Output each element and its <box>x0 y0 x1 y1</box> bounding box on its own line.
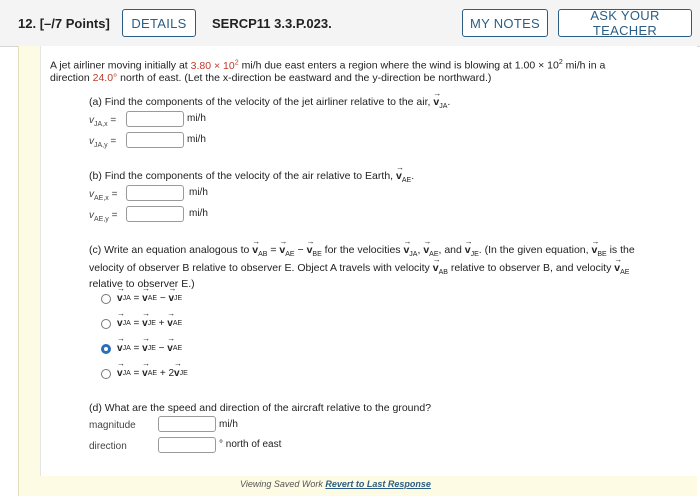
details-button[interactable]: DETAILS <box>122 9 196 37</box>
question-number: 12. [–/7 Points] <box>18 16 110 31</box>
equation-option[interactable]: → v JA = → v JE − → v AE <box>101 343 182 354</box>
part-b-question: (b) Find the components of the velocity of the air relative to Earth, → $v_{AE}$. <box>89 169 414 188</box>
part-a-question: (a) Find the components of the velocity of the jet airliner relative to the air, → $v_{JA}$. <box>89 95 450 114</box>
question-header <box>0 0 700 47</box>
vja-y-unit: mi/h <box>187 134 206 145</box>
revert-link[interactable]: Revert to Last Response <box>325 479 431 489</box>
magnitude-input[interactable] <box>158 416 216 432</box>
magnitude-unit: mi/h <box>219 419 238 430</box>
direction-unit: ° north of east <box>219 439 282 450</box>
problem-line-1: A jet airliner moving initially at $3.80 \times 10^2$ mi/h due east enters a region where the wind is blowing at $1.00 \times 10^2$ mi/h in a <box>50 59 606 72</box>
vae-y-unit: mi/h <box>189 208 208 219</box>
equation-option[interactable]: → v JA = → v AE + 2 → v JE <box>101 368 188 379</box>
vae-x-unit: mi/h <box>189 187 208 198</box>
radio-button[interactable] <box>101 319 111 329</box>
vja-y-input[interactable] <box>126 132 184 148</box>
vae-y-label: $v_{AE,y}$ = <box>89 210 118 223</box>
vja-y-label: $v_{JA,y}$ = <box>89 136 117 149</box>
part-c-line-2: velocity of observer B relative to observer E. Object A travels with velocity → $v_{AB}$ relative to observer B, and velocity → $v_{AE}$ <box>89 261 629 280</box>
vja-x-unit: mi/h <box>187 113 206 124</box>
vae-x-input[interactable] <box>126 185 184 201</box>
radio-button[interactable] <box>101 344 111 354</box>
radio-button[interactable] <box>101 369 111 379</box>
saved-work-footer: Viewing Saved Work Revert to Last Response <box>240 479 431 489</box>
vector-vja: → v <box>433 95 439 110</box>
direction-value: 24.0° <box>92 72 118 84</box>
direction-input[interactable] <box>158 437 216 453</box>
equation-option[interactable]: → v JA = → v JE + → v AE <box>101 318 182 329</box>
part-c-line-1: (c) Write an equation analogous to → $v_{AB}$ = → $v_{AE}$ − → $v_{BE}$ for the velocities → $v_{JA}$, → $v_{AE}$, and → $v_{JE}$. (In the given equation, → $v_{BE}$ is the <box>89 243 635 262</box>
radio-button[interactable] <box>101 294 111 304</box>
direction-label: direction <box>89 441 127 452</box>
magnitude-label: magnitude <box>89 420 136 431</box>
vae-y-input[interactable] <box>126 206 184 222</box>
equation-option[interactable]: → v JA = → v AE − → v JE <box>101 293 182 304</box>
vector-vae: → v <box>396 169 402 184</box>
problem-code: SERCP11 3.3.P.023. <box>212 16 332 31</box>
vja-x-label: $v_{JA,x}$ = <box>89 115 117 128</box>
part-c-line-3: relative to observer E.) <box>89 278 195 290</box>
problem-line-2: direction 24.0° north of east. (Let the x-direction be eastward and the y-direction be northward.) <box>50 72 492 84</box>
speed-value: $3.80 \times 10^2$ <box>190 59 239 72</box>
vae-x-label: $v_{AE,x}$ = <box>89 189 118 202</box>
part-d-question: (d) What are the speed and direction of the aircraft relative to the ground? <box>89 402 432 414</box>
ask-teacher-button[interactable]: ASK YOUR TEACHER <box>558 9 692 37</box>
vja-x-input[interactable] <box>126 111 184 127</box>
my-notes-button[interactable]: MY NOTES <box>462 9 548 37</box>
